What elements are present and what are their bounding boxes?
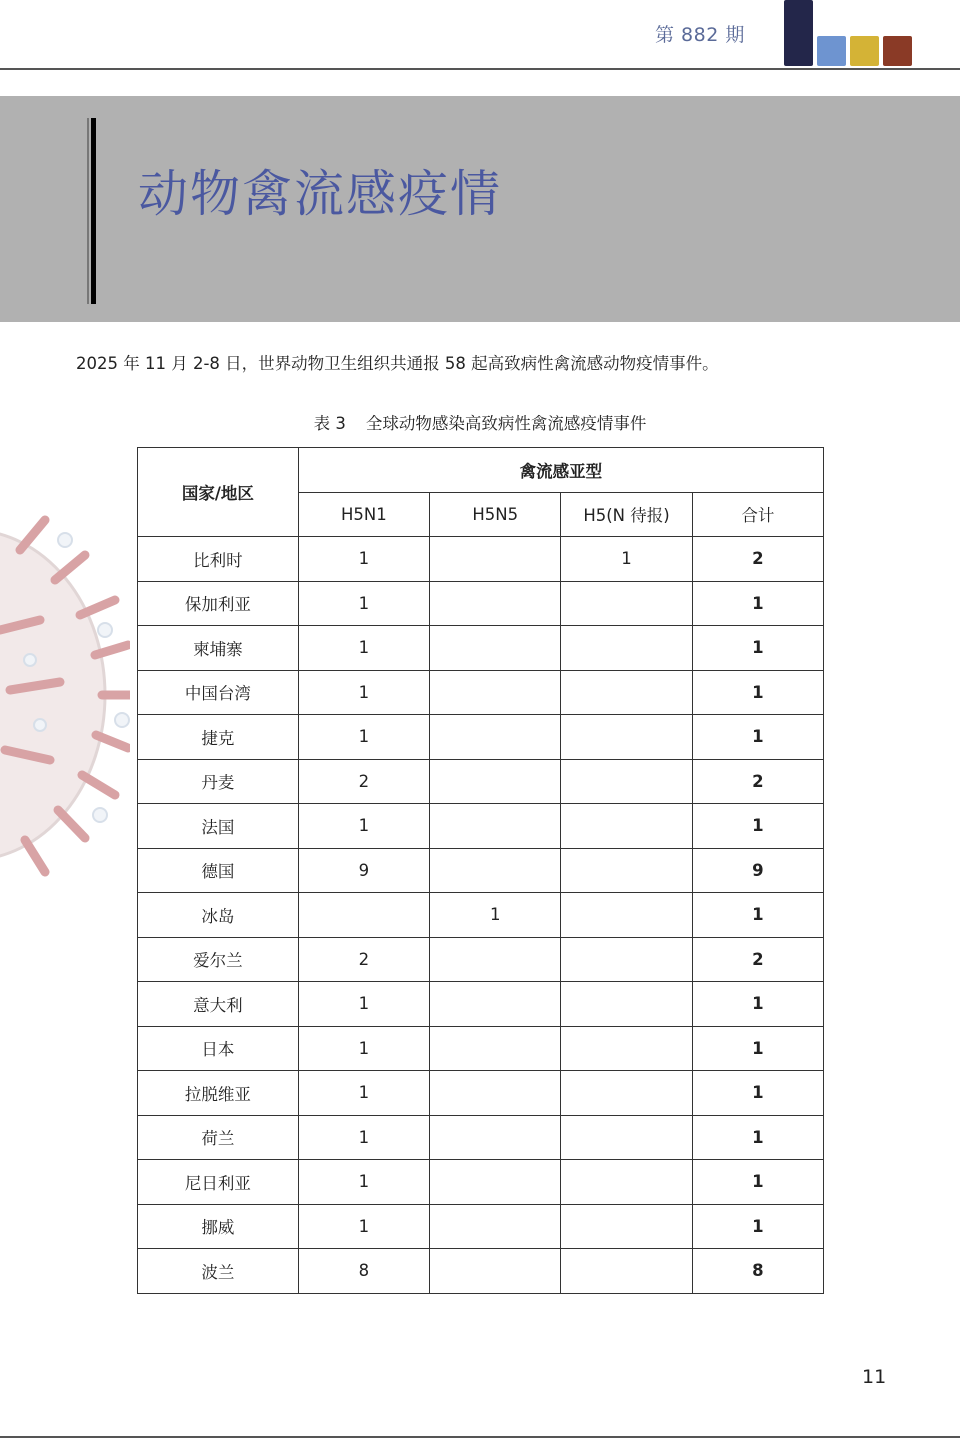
table-row xyxy=(138,670,824,715)
table-row xyxy=(138,1204,824,1249)
country-cell: 尼日利亚 xyxy=(138,1160,299,1205)
h5-pending-cell xyxy=(561,893,692,938)
country-cell: 意大利 xyxy=(138,982,299,1027)
header-subtype-group: 禽流感亚型 xyxy=(298,448,823,493)
country-cell: 波兰 xyxy=(138,1249,299,1294)
section-banner xyxy=(0,96,960,322)
h5n1-cell: 1 xyxy=(298,1026,429,1071)
table-row xyxy=(138,1071,824,1116)
h5n5-cell xyxy=(430,670,561,715)
total-cell: 1 xyxy=(692,804,823,849)
h5n5-cell xyxy=(430,804,561,849)
h5n5-cell xyxy=(430,1115,561,1160)
country-cell: 保加利亚 xyxy=(138,581,299,626)
h5-pending-cell xyxy=(561,715,692,760)
country-cell: 日本 xyxy=(138,1026,299,1071)
h5n5-cell xyxy=(430,1160,561,1205)
h5-pending-cell xyxy=(561,1026,692,1071)
virus-illustration-icon xyxy=(0,510,130,880)
color-block-blue xyxy=(817,36,846,66)
h5-pending-cell xyxy=(561,626,692,671)
country-cell: 比利时 xyxy=(138,537,299,582)
footer-divider xyxy=(0,1436,960,1438)
country-cell: 荷兰 xyxy=(138,1115,299,1160)
country-cell: 柬埔寨 xyxy=(138,626,299,671)
table-row xyxy=(138,1026,824,1071)
banner-accent-line-thin xyxy=(87,118,89,304)
avian-flu-table xyxy=(137,447,824,1294)
total-cell: 1 xyxy=(692,1160,823,1205)
total-cell: 1 xyxy=(692,982,823,1027)
h5-pending-cell xyxy=(561,1115,692,1160)
h5-pending-cell xyxy=(561,804,692,849)
table-row xyxy=(138,626,824,671)
h5-pending-cell xyxy=(561,1160,692,1205)
h5n5-cell xyxy=(430,1249,561,1294)
table-row xyxy=(138,848,824,893)
h5n1-cell: 1 xyxy=(298,1204,429,1249)
h5n1-cell: 1 xyxy=(298,537,429,582)
h5n5-cell xyxy=(430,759,561,804)
header-divider xyxy=(0,68,960,70)
total-cell: 1 xyxy=(692,1204,823,1249)
intro-paragraph: 2025 年 11 月 2-8 日，世界动物卫生组织共通报 58 起高致病性禽流感动物疫情事件。 xyxy=(76,354,719,373)
h5n1-cell: 1 xyxy=(298,1160,429,1205)
total-cell: 8 xyxy=(692,1249,823,1294)
h5n5-cell xyxy=(430,1026,561,1071)
total-cell: 1 xyxy=(692,1071,823,1116)
total-cell: 1 xyxy=(692,670,823,715)
country-cell: 德国 xyxy=(138,848,299,893)
table-row xyxy=(138,937,824,982)
table-row xyxy=(138,537,824,582)
table-row xyxy=(138,1249,824,1294)
h5n1-cell: 8 xyxy=(298,1249,429,1294)
table-row xyxy=(138,1115,824,1160)
total-cell: 2 xyxy=(692,537,823,582)
table-caption xyxy=(0,410,960,434)
total-cell: 1 xyxy=(692,1115,823,1160)
h5-pending-cell xyxy=(561,982,692,1027)
total-cell: 1 xyxy=(692,893,823,938)
h5n5-cell xyxy=(430,537,561,582)
total-cell: 1 xyxy=(692,715,823,760)
h5-pending-cell xyxy=(561,759,692,804)
h5-pending-cell xyxy=(561,581,692,626)
h5n1-cell: 2 xyxy=(298,937,429,982)
h5n5-cell xyxy=(430,1204,561,1249)
h5-pending-cell xyxy=(561,848,692,893)
h5n5-cell: 1 xyxy=(430,893,561,938)
h5n5-cell xyxy=(430,626,561,671)
header-h5n1: H5N1 xyxy=(298,492,429,537)
h5n1-cell: 1 xyxy=(298,1071,429,1116)
h5n5-cell xyxy=(430,848,561,893)
country-cell: 中国台湾 xyxy=(138,670,299,715)
h5-pending-cell xyxy=(561,670,692,715)
h5n1-cell: 1 xyxy=(298,804,429,849)
h5n5-cell xyxy=(430,715,561,760)
country-cell: 法国 xyxy=(138,804,299,849)
banner-accent-line-thick xyxy=(91,118,96,304)
h5-pending-cell xyxy=(561,1071,692,1116)
total-cell: 9 xyxy=(692,848,823,893)
country-cell: 拉脱维亚 xyxy=(138,1071,299,1116)
h5n1-cell: 1 xyxy=(298,581,429,626)
h5-pending-cell xyxy=(561,1204,692,1249)
header-total: 合计 xyxy=(692,492,823,537)
table-row xyxy=(138,982,824,1027)
total-cell: 1 xyxy=(692,1026,823,1071)
total-cell: 1 xyxy=(692,581,823,626)
header-h5n5: H5N5 xyxy=(430,492,561,537)
table-row xyxy=(138,893,824,938)
h5n5-cell xyxy=(430,937,561,982)
country-cell: 丹麦 xyxy=(138,759,299,804)
table-row xyxy=(138,581,824,626)
page-number: 11 xyxy=(862,1366,887,1388)
total-cell: 2 xyxy=(692,759,823,804)
country-cell: 爱尔兰 xyxy=(138,937,299,982)
table-row xyxy=(138,804,824,849)
h5n1-cell: 1 xyxy=(298,1115,429,1160)
h5n5-cell xyxy=(430,982,561,1027)
h5n1-cell xyxy=(298,893,429,938)
h5-pending-cell xyxy=(561,1249,692,1294)
header-color-blocks xyxy=(784,0,914,66)
color-block-brown xyxy=(883,36,912,66)
h5n1-cell: 9 xyxy=(298,848,429,893)
table-row xyxy=(138,759,824,804)
total-cell: 1 xyxy=(692,626,823,671)
h5n1-cell: 1 xyxy=(298,670,429,715)
h5n1-cell: 1 xyxy=(298,626,429,671)
table-caption-number: 表 3 xyxy=(313,414,346,433)
h5-pending-cell: 1 xyxy=(561,537,692,582)
table-caption-title: 全球动物感染高致病性禽流感疫情事件 xyxy=(365,414,647,433)
country-cell: 挪威 xyxy=(138,1204,299,1249)
table-row xyxy=(138,715,824,760)
color-block-navy xyxy=(784,0,813,66)
header-country: 国家/地区 xyxy=(138,448,299,537)
issue-number: 第 882 期 xyxy=(655,24,745,46)
country-cell: 捷克 xyxy=(138,715,299,760)
country-cell: 冰岛 xyxy=(138,893,299,938)
h5n1-cell: 2 xyxy=(298,759,429,804)
total-cell: 2 xyxy=(692,937,823,982)
table-row xyxy=(138,1160,824,1205)
header-h5-pending: H5(N 待报) xyxy=(561,492,692,537)
section-title: 动物禽流感疫情 xyxy=(138,165,502,223)
h5n5-cell xyxy=(430,1071,561,1116)
h5n1-cell: 1 xyxy=(298,715,429,760)
color-block-yellow xyxy=(850,36,879,66)
h5n5-cell xyxy=(430,581,561,626)
h5n1-cell: 1 xyxy=(298,982,429,1027)
h5-pending-cell xyxy=(561,937,692,982)
